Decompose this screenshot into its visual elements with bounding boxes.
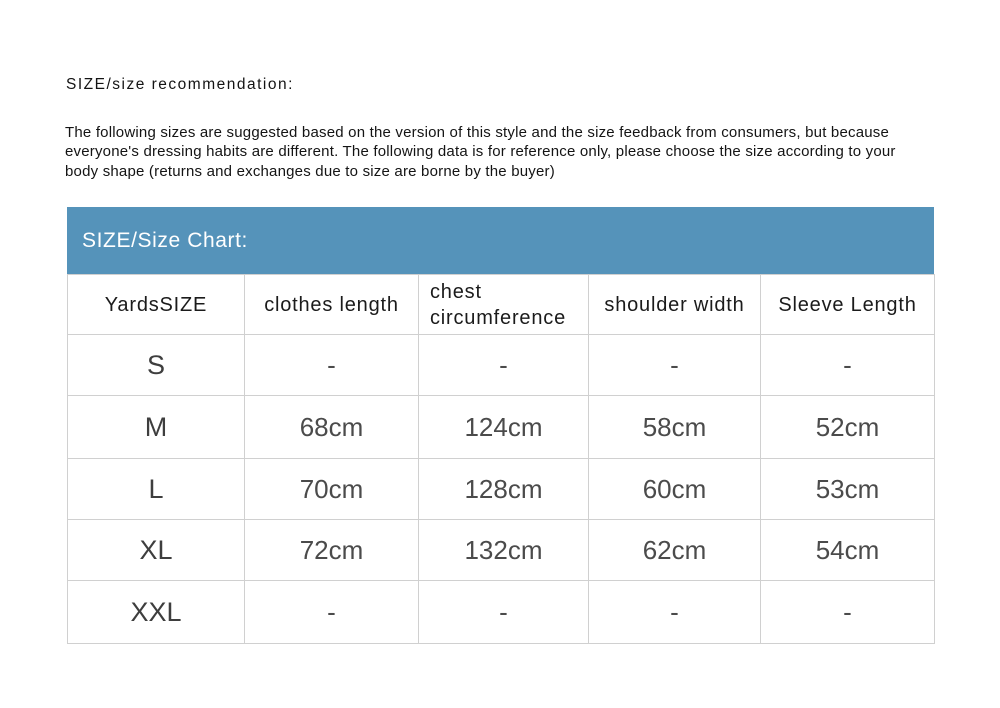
measurement-cell: - — [761, 581, 935, 644]
measurement-cell: 62cm — [589, 520, 761, 581]
size-cell: XXL — [68, 581, 245, 644]
measurement-cell: 58cm — [589, 396, 761, 459]
table-row-size-m — [68, 396, 935, 459]
size-note-paragraph: The following sizes are suggested based on the version of this style and the size feedback from consumers, but because everyone's dressing habits are different. The following data is for reference only, please choose the size according to your body shape (returns and exchanges due to size are borne by the buyer) — [65, 124, 896, 180]
measurement-cell: 72cm — [245, 520, 419, 581]
measurement-cell: - — [761, 335, 935, 396]
header-row — [68, 275, 935, 335]
measurement-cell: 68cm — [245, 396, 419, 459]
size-cell: L — [68, 459, 245, 520]
measurement-cell: - — [419, 335, 589, 396]
column-header-clothes-length: clothes length — [245, 275, 419, 335]
size-cell: M — [68, 396, 245, 459]
column-header-yardssize: YardsSIZE — [68, 275, 245, 335]
table-row-size-l — [68, 459, 935, 520]
table-row-size-xxl — [68, 581, 935, 644]
size-recommendation-heading: SIZE/size recommendation: — [66, 76, 294, 93]
size-chart-banner — [67, 207, 934, 274]
measurement-cell: 70cm — [245, 459, 419, 520]
measurement-cell: 60cm — [589, 459, 761, 520]
measurement-cell: 124cm — [419, 396, 589, 459]
size-chart-table — [67, 274, 935, 644]
measurement-cell: - — [245, 581, 419, 644]
measurement-cell: - — [589, 581, 761, 644]
measurement-cell: 52cm — [761, 396, 935, 459]
measurement-cell: 53cm — [761, 459, 935, 520]
measurement-cell: - — [245, 335, 419, 396]
size-chart-title: SIZE/Size Chart: — [82, 228, 248, 252]
size-cell: S — [68, 335, 245, 396]
size-chart-section — [67, 207, 934, 644]
measurement-cell: 54cm — [761, 520, 935, 581]
size-cell: XL — [68, 520, 245, 581]
measurement-cell: - — [589, 335, 761, 396]
measurement-cell: - — [419, 581, 589, 644]
measurement-cell: 128cm — [419, 459, 589, 520]
table-row-size-s — [68, 335, 935, 396]
table-row-size-xl — [68, 520, 935, 581]
column-header-chest-circumference: chest circumference — [419, 275, 589, 335]
measurement-cell: 132cm — [419, 520, 589, 581]
column-header-shoulder-width: shoulder width — [589, 275, 761, 335]
column-header-sleeve-length: Sleeve Length — [761, 275, 935, 335]
